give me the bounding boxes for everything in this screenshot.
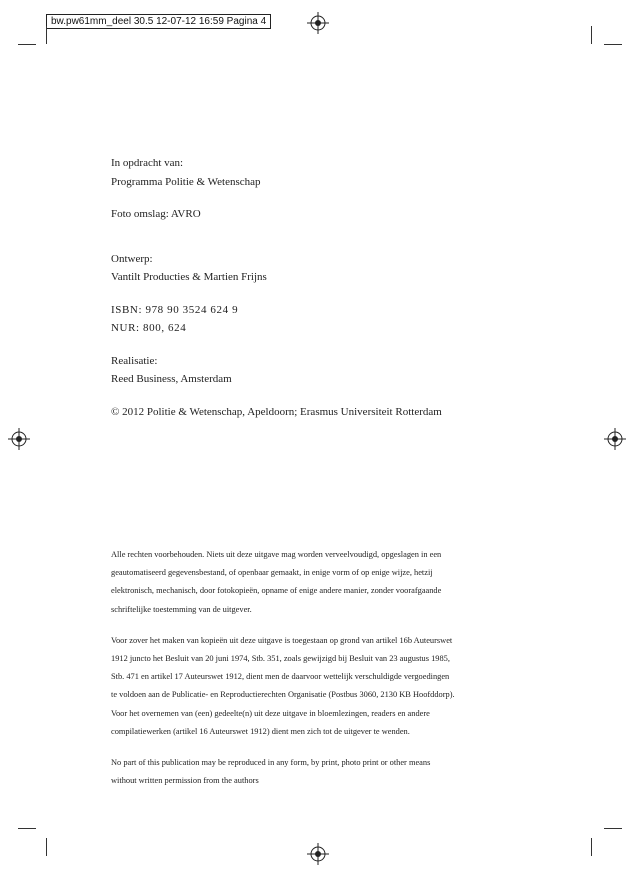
text-line: 1912 juncto het Besluit van 20 juni 1974, Stb. 351, zoals gewijzigd bij Besluit van 23 augustus 1985, — [111, 654, 450, 664]
crop-mark — [604, 44, 622, 45]
text-line: schriftelijke toestemming van de uitgever. — [111, 604, 252, 614]
cover-photo-credit: Foto omslag: AVRO — [111, 208, 201, 220]
colophon — [111, 154, 442, 421]
nur: NUR: 800, 624 — [111, 322, 187, 334]
text-line: Voor het overnemen van (een) gedeelte(n) uit deze uitgave in bloemlezingen, readers en andere — [111, 708, 430, 718]
text-line: No part of this publication may be reproduced in any form, by print, photo print or other means — [111, 758, 431, 768]
english-notice-paragraph — [111, 754, 531, 790]
crop-mark — [18, 828, 36, 829]
isbn: ISBN: 978 90 3524 624 9 — [111, 303, 239, 316]
crop-mark — [46, 838, 47, 856]
text-line: compilatiewerken (artikel 16 Auteurswet 1912) dient men zich tot de uitgever te wenden. — [111, 726, 410, 736]
design-value: Vantilt Producties & Martien Frijns — [111, 271, 267, 283]
registration-mark-icon — [604, 428, 626, 450]
registration-mark-icon — [8, 428, 30, 450]
text-line: Voor zover het maken van kopieën uit deze uitgave is toegestaan op grond van artikel 16b Auteurswet — [111, 635, 453, 645]
printer-slug: bw.pw61mm_deel 30.5 12-07-12 16:59 Pagina 4 — [46, 14, 271, 29]
commission-value: Programma Politie & Wetenschap — [111, 175, 261, 188]
text-line: without written permission from the authors — [111, 776, 259, 786]
legal-notice — [111, 546, 531, 803]
registration-mark-icon — [307, 12, 329, 34]
commission-label: In opdracht van: — [111, 157, 184, 169]
realisation-label: Realisatie: — [111, 354, 158, 367]
crop-mark — [46, 26, 47, 44]
text-line: Alle rechten voorbehouden. Niets uit deze uitgave mag worden verveelvoudigd, opgeslagen in een — [111, 550, 442, 559]
design-label: Ontwerp: — [111, 252, 153, 265]
rights-paragraph — [111, 546, 531, 619]
crop-mark — [604, 828, 622, 829]
copying-paragraph — [111, 632, 531, 741]
text-line: te voldoen aan de Publicatie- en Reproductierechten Organisatie (Postbus 3060, 2130 KB Hoofddorp). — [111, 690, 455, 700]
realisation-value: Reed Business, Amsterdam — [111, 373, 232, 385]
crop-mark — [591, 26, 592, 44]
text-line: Stb. 471 en artikel 17 Auteurswet 1912, dient men de daarvoor wettelijk verschuldigde vergoedingen — [111, 672, 450, 682]
crop-mark — [18, 44, 36, 45]
text-line: elektronisch, mechanisch, door fotokopieën, opname of enige andere manier, zonder voorafgaande — [111, 586, 442, 596]
text-line: geautomatiseerd gegevensbestand, of openbaar gemaakt, in enige vorm of op enige wijze, hetzij — [111, 568, 433, 578]
crop-mark — [591, 838, 592, 856]
copyright: © 2012 Politie & Wetenschap, Apeldoorn; Erasmus Universiteit Rotterdam — [111, 405, 442, 418]
registration-mark-icon — [307, 843, 329, 865]
